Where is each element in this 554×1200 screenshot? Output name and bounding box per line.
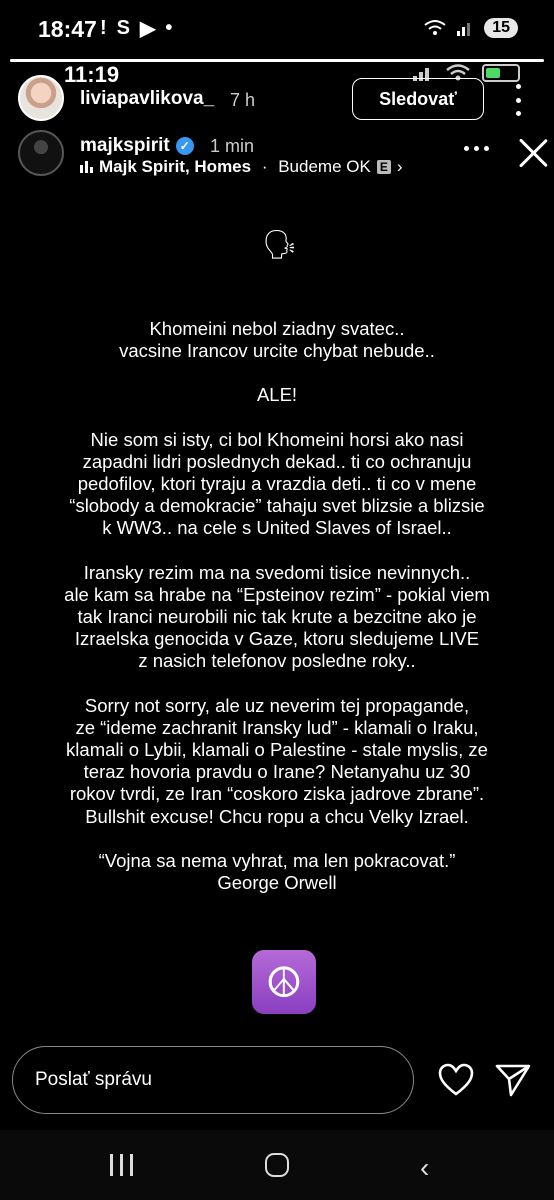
app-s-icon: S <box>116 17 131 39</box>
send-message-input[interactable] <box>12 1046 414 1114</box>
reshared-time-ago: 1 min <box>210 136 255 156</box>
story-paragraph: Sorry not sorry, ale uz neverim tej propagande, ze “ideme zachranit Iransky lud” - klamali o Iraku, klamali o Lybii, klamali o Palestine - stale myslis, ze teraz hovoria pravdu o Irane? Netanyahu uz 30 rokov tvrdi, ze Iran “coskoro ziska jadrove zbrane”. Bullshit excuse! Chcu ropu a chcu Velky Izrael. <box>66 694 488 827</box>
peace-symbol-icon: ☮ <box>252 950 316 1014</box>
system-status <box>424 18 518 38</box>
music-song: Budeme OK <box>278 157 371 176</box>
music-separator: · <box>257 157 273 176</box>
music-sticker[interactable] <box>80 157 403 177</box>
story-paragraph: Khomeini nebol ziadny svatec.. vacsine Irancov urcite chybat nebude.. <box>119 318 435 362</box>
story-text <box>40 318 514 916</box>
author-username[interactable]: liviapavlikova_ <box>80 88 215 109</box>
more-options-icon[interactable] <box>508 84 528 116</box>
speaking-head-icon: 🗣 <box>262 229 298 260</box>
back-icon[interactable]: ‹ <box>420 1152 430 1183</box>
battery-icon <box>482 64 520 82</box>
story-paragraph: Nie som si isty, ci bol Khomeini horsi ako nasi zapadni lidri poslednych dekad.. ti co ochranuju pedofilov, ktori tyraju a vrazdia deti.. ti co v mene “slobody a demokracie” tahaju svet blizsie a blizsie k WW3.. na cele s United Slaves of Israel.. <box>69 428 485 539</box>
signal-icon <box>456 19 474 37</box>
home-icon[interactable] <box>265 1153 289 1177</box>
status-bar <box>0 0 554 60</box>
heart-icon[interactable] <box>438 1063 474 1097</box>
notification-icons <box>100 16 172 41</box>
follow-button[interactable]: Sledovať <box>352 78 484 120</box>
music-bars-icon <box>80 161 93 173</box>
chevron-right-icon: › <box>396 157 403 176</box>
close-icon[interactable] <box>516 136 550 170</box>
youtube-icon: ▶ <box>140 18 156 40</box>
reshared-author[interactable] <box>80 135 194 157</box>
explicit-badge: E <box>377 160 391 174</box>
status-time: 18:47 <box>38 16 97 42</box>
battery-level: 15 <box>484 18 518 38</box>
more-horizontal-icon[interactable] <box>464 146 489 151</box>
story-paragraph: “Vojna sa nema vyhrat, ma len pokracovat.” George Orwell <box>98 849 456 894</box>
wifi-icon <box>424 19 446 37</box>
verified-badge-icon: ✓ <box>176 137 194 155</box>
alert-icon: ! <box>100 17 107 39</box>
music-artist: Majk Spirit, Homes <box>99 157 252 176</box>
story-paragraph: Iransky rezim ma na svedomi tisice nevinnych.. ale kam sa hrabe na “Epsteinov rezim” - pokial viem tak Iranci neurobili nic tak krute a bezcitne ako je Izraelska genocida v Gaze, ktoru sledujeme LIVE z nasich telefonov posledne roky.. <box>64 561 490 672</box>
recent-apps-icon[interactable] <box>110 1154 133 1176</box>
story-inner-time: 11:19 <box>64 62 120 87</box>
reshared-avatar[interactable] <box>18 130 64 176</box>
author-time-ago: 7 h <box>230 90 256 110</box>
more-notifications-icon: • <box>165 17 173 39</box>
story-paragraph: ALE! <box>256 384 298 406</box>
author-avatar[interactable] <box>18 75 64 121</box>
send-icon[interactable] <box>494 1062 532 1098</box>
reshared-username[interactable]: majkspirit <box>80 135 170 156</box>
